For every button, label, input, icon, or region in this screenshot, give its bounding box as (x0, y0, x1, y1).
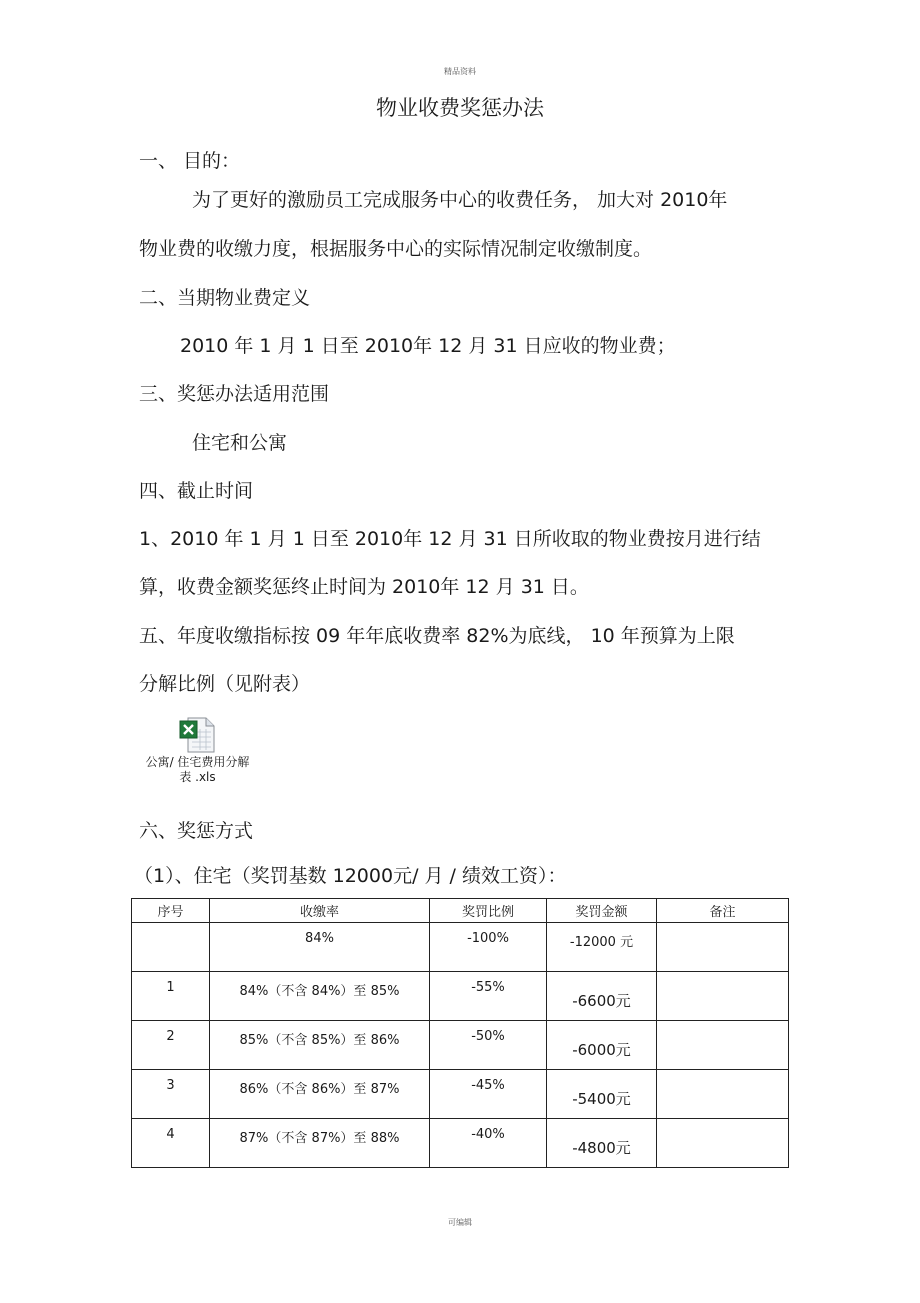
table-row (132, 1119, 789, 1168)
header-rate: 收缴率 (210, 899, 430, 923)
reward-penalty-table (131, 898, 789, 1168)
header-no: 序号 (132, 899, 210, 923)
cell-note (657, 972, 789, 1021)
section-5-line-1: 五、年度收缴指标按 09 年年底收费率 82%为底线， 10 年预算为上限 (139, 625, 735, 647)
cell-rate: 84%（不含 84%）至 85% (210, 972, 430, 1021)
table-row (132, 923, 789, 972)
cell-ratio: -100% (430, 923, 547, 972)
cell-amount: -12000 元 (547, 923, 657, 972)
section-3-heading: 三、奖惩办法适用范围 (139, 383, 330, 405)
section-4-line-1: 1、2010 年 1 月 1 日至 2010年 12 月 31 日所收取的物业费按月进行结 (139, 528, 761, 550)
cell-note (657, 1119, 789, 1168)
section-6-subheading: （1）、住宅（奖罚基数 12000元/ 月 / 绩效工资）： (134, 865, 567, 887)
section-6-heading: 六、奖惩方式 (139, 820, 254, 842)
section-3-body: 住宅和公寓 (192, 432, 288, 454)
table-row (132, 1070, 789, 1119)
cell-rate: 87%（不含 87%）至 88% (210, 1119, 430, 1168)
table-header-row (132, 899, 789, 923)
cell-amount: -5400元 (547, 1070, 657, 1119)
section-2-heading: 二、当期物业费定义 (139, 287, 311, 309)
cell-amount: -6600元 (547, 972, 657, 1021)
page-footer: 可编辑 (448, 1218, 472, 1227)
cell-no: 4 (132, 1119, 210, 1168)
section-5-line-2: 分解比例（见附表） (139, 673, 311, 695)
cell-note (657, 1070, 789, 1119)
section-1-line-1: 为了更好的激励员工完成服务中心的收费任务， 加大对 2010年 (192, 189, 728, 211)
cell-ratio: -45% (430, 1070, 547, 1119)
cell-ratio: -55% (430, 972, 547, 1021)
header-note: 备注 (657, 899, 789, 923)
cell-ratio: -40% (430, 1119, 547, 1168)
section-1-heading: 一、 目的： (139, 150, 241, 172)
cell-no: 3 (132, 1070, 210, 1119)
section-4-line-2: 算，收费金额奖惩终止时间为 2010年 12 月 31 日。 (139, 576, 589, 598)
cell-no: 1 (132, 972, 210, 1021)
cell-rate: 86%（不含 86%）至 87% (210, 1070, 430, 1119)
section-4-heading: 四、截止时间 (139, 480, 254, 502)
cell-no (132, 923, 210, 972)
cell-rate: 84% (210, 923, 430, 972)
table-row (132, 972, 789, 1021)
cell-amount: -6000元 (547, 1021, 657, 1070)
attachment-file-name[interactable]: 公寓/ 住宅费用分解表 .xls (145, 755, 250, 784)
page-header: 精品资料 (444, 67, 476, 76)
cell-note (657, 923, 789, 972)
cell-no: 2 (132, 1021, 210, 1070)
table-row (132, 1021, 789, 1070)
section-2-body: 2010 年 1 月 1 日至 2010年 12 月 31 日应收的物业费； (180, 335, 676, 357)
cell-note (657, 1021, 789, 1070)
document-title: 物业收费奖惩办法 (376, 96, 544, 120)
header-amount: 奖罚金额 (547, 899, 657, 923)
cell-ratio: -50% (430, 1021, 547, 1070)
cell-rate: 85%（不含 85%）至 86% (210, 1021, 430, 1070)
header-ratio: 奖罚比例 (430, 899, 547, 923)
cell-amount: -4800元 (547, 1119, 657, 1168)
excel-file-icon[interactable] (178, 716, 218, 754)
section-1-line-2: 物业费的收缴力度，根据服务中心的实际情况制定收缴制度。 (139, 238, 653, 260)
